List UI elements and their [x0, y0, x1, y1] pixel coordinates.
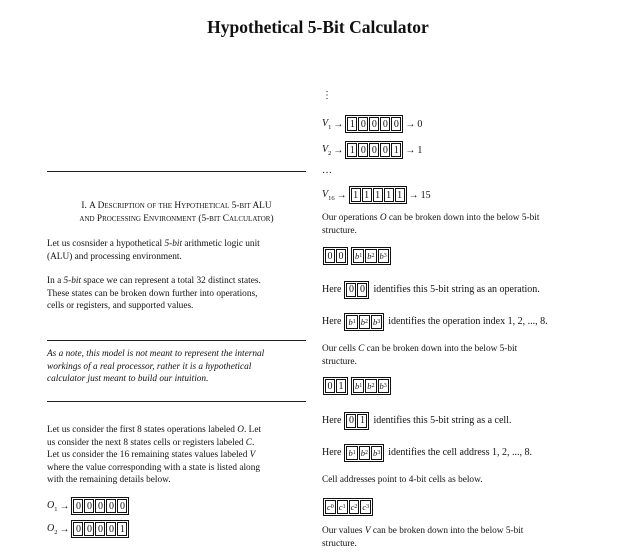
fixed-bits-frame [323, 377, 348, 395]
cell-structure [323, 377, 391, 395]
state-v1-label: $V_1$ [322, 117, 332, 131]
bit-cell: 0 [346, 283, 356, 297]
bit-cell: 1 [395, 188, 405, 202]
bit-cell: 0 [380, 143, 390, 157]
operation-structure [323, 247, 391, 265]
state-v2-label: $V_2$ [322, 143, 332, 157]
bit-cell: 0 [380, 117, 390, 131]
fixed-bits-frame [344, 412, 369, 430]
arrow-icon: → [333, 118, 344, 130]
address-bits-frame: b 1 b 2 b 3 [344, 444, 384, 462]
bit-cell: 1 [357, 414, 367, 428]
state-value: 0 [417, 118, 423, 130]
note-paragraph: As a note, this model is not meant to represent the internal workings of a real processor, rather it is a hypothetical calculator just meant to build our intuition. [47, 349, 265, 385]
cell-address-note: Cell addresses point to 4-bit cells as below. [322, 475, 483, 485]
state-value: 15 [420, 189, 431, 201]
bit-cell: 0 [358, 143, 368, 157]
state-o2-row [47, 520, 129, 538]
arrow-icon: → [333, 144, 344, 156]
bit-cell: 1 [347, 143, 357, 157]
arrow-icon: → [405, 118, 416, 130]
bit-register [349, 186, 407, 204]
bit-cell: 0 [73, 522, 83, 536]
bit-variable-cell: b 1 [355, 251, 363, 261]
index-bits-frame [351, 247, 391, 265]
bit-cell: 0 [84, 499, 94, 513]
fixed-bits-frame [323, 247, 348, 265]
operation-index-row: Here b 1 b 2 b 3 identifies the operation index 1, 2, ..., 8. [322, 313, 548, 331]
arrow-icon: → [336, 189, 347, 201]
four-bit-frame: c 0 c 1 c 2 c 3 [323, 498, 373, 516]
bit-cell: 1 [391, 143, 401, 157]
bit-cell: 0 [358, 117, 368, 131]
arrow-icon: → [59, 500, 70, 512]
bit-cell: 0 [73, 499, 83, 513]
cells-intro: Our cells C can be broken down into the below 5-bit structure. [322, 344, 518, 367]
arrow-icon: → [408, 189, 419, 201]
bit-cell: 0 [95, 499, 105, 513]
bit-variable-cell: b 3 [379, 251, 387, 261]
bit-cell: 0 [325, 379, 335, 393]
bit-cell: 0 [369, 117, 379, 131]
bit-cell: 1 [336, 379, 346, 393]
paragraph-intro: Let us cosnsider a hypothetical 5-bit arithmetic logic unit (ALU) and processing environment. [47, 239, 260, 262]
state-v16-row [322, 186, 431, 204]
index-bits-frame: b 1 b 2 b 3 [344, 313, 384, 331]
bit-cell: 0 [84, 522, 94, 536]
cell-address-row: Here b 1 b 2 b 3 identifies the cell address 1, 2, ..., 8. [322, 444, 532, 462]
vertical-dots: ⋮ [322, 90, 332, 101]
bit-cell: 0 [346, 414, 356, 428]
state-o1-row [47, 497, 129, 515]
bit-variable-cell: b 2 [367, 251, 375, 261]
arrow-icon: → [59, 523, 70, 535]
paragraph-states: In a 5-bit space we can represent a total 32 distinct states. These states can be broken down further into operations, cells or registers, and supported values. [47, 276, 261, 312]
bit-cell: 0 [391, 117, 401, 131]
bit-cell: 1 [373, 188, 383, 202]
bit-cell: 0 [336, 249, 346, 263]
paragraph-labels: Let us consider the first 8 states operations labeled O. Let us consider the next 8 states cells or registers labeled C. Let us consider the 16 remaining states values labeled V where the value corresponding with a state is listed along with the remaining details below. [47, 425, 262, 486]
state-v2-row [322, 141, 422, 159]
fixed-bits-frame [344, 281, 369, 299]
ellipsis-dots: … [322, 165, 332, 176]
bit-cell: 0 [325, 249, 335, 263]
left-rule-note-bottom [47, 401, 306, 402]
bit-cell: 0 [369, 143, 379, 157]
bit-cell: 1 [384, 188, 394, 202]
bit-register [345, 141, 403, 159]
cell-fixed-row: Here 0 1 identifies this 5-bit string as a cell. [322, 412, 511, 430]
bit-cell: 0 [95, 522, 105, 536]
state-v1-row [322, 115, 422, 133]
state-o1-label: $O_1$ [47, 499, 58, 513]
four-bit-cell [323, 498, 373, 516]
address-bits-frame: b 1 b 2 b 3 [351, 377, 391, 395]
section-heading-line1: A Description of the Hypothetical 5-bit ALU [89, 201, 272, 211]
state-value: 1 [417, 144, 423, 156]
operations-intro: Our operations O can be broken down into the below 5-bit structure. [322, 213, 540, 236]
bit-cell: 1 [351, 188, 361, 202]
bit-cell: 1 [117, 522, 127, 536]
left-rule-top [47, 171, 306, 172]
values-intro: Our values V can be broken down into the below 5-bit structure. [322, 526, 524, 549]
bit-cell: 1 [362, 188, 372, 202]
operation-fixed-row: Here 0 0 identifies this 5-bit string as an operation. [322, 281, 540, 299]
bit-cell: 0 [106, 522, 116, 536]
section-heading: I. A Description of the Hypothetical 5-bit ALU and Processing Environment (5-bit Calculator) [47, 200, 306, 225]
state-o2-label: $O_2$ [47, 522, 58, 536]
page-title: Hypothetical 5-Bit Calculator [207, 17, 429, 37]
arrow-icon: → [405, 144, 416, 156]
section-heading-line2: and Processing Environment (5-bit Calculator) [79, 213, 274, 224]
bit-register [71, 497, 129, 515]
state-v16-label: $V_{16}$ [322, 188, 335, 202]
bit-cell: 1 [347, 117, 357, 131]
bit-cell: 0 [117, 499, 127, 513]
bit-register [71, 520, 129, 538]
bit-cell: 0 [357, 283, 367, 297]
bit-register [345, 115, 403, 133]
bit-cell: 0 [106, 499, 116, 513]
left-rule-note-top [47, 340, 306, 341]
